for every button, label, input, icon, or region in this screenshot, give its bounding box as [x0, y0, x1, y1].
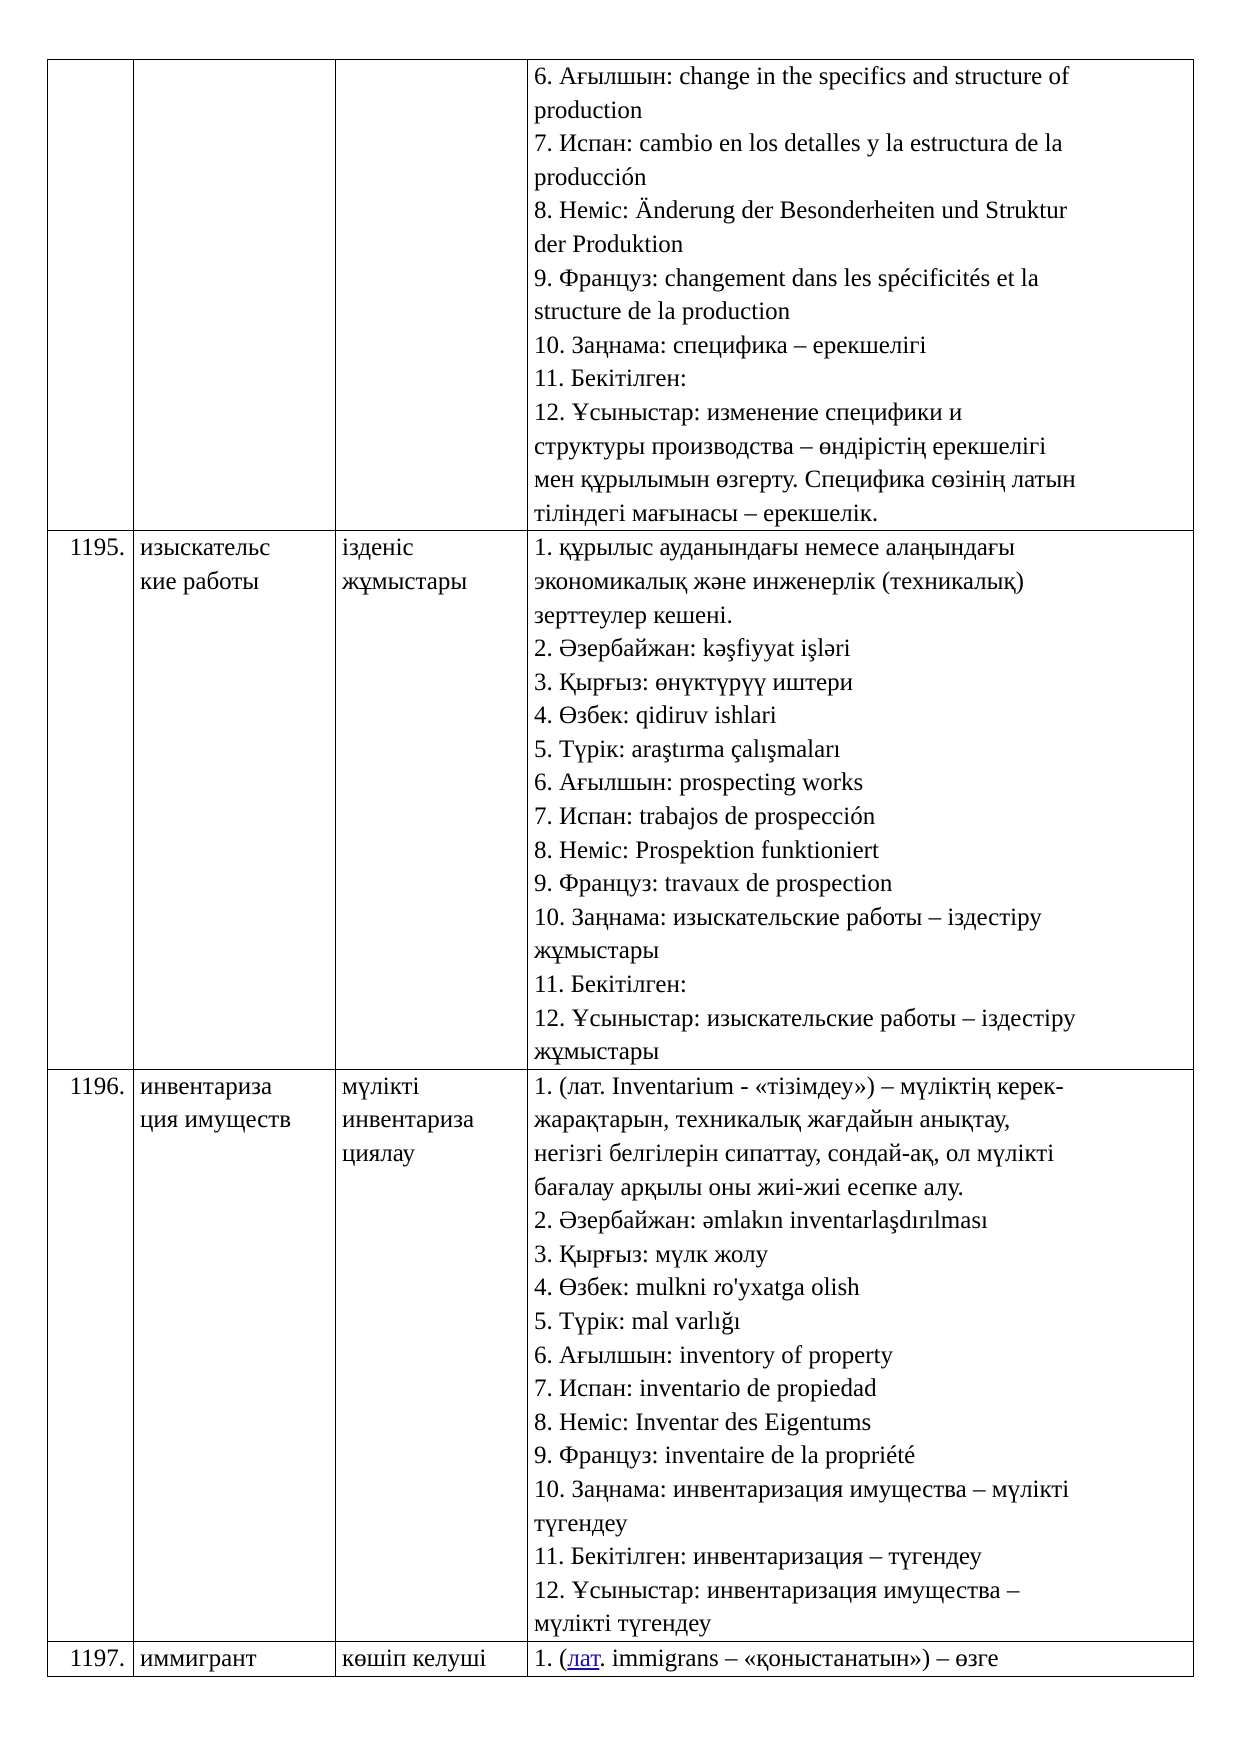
definition-line: негізгі белгілерін сипаттау, сондай-ақ, ол мүлікті — [534, 1140, 1055, 1167]
definition-line: 2. Әзербайжан: əmlakın inventarlaşdırılması — [534, 1207, 989, 1235]
term-kk-cell — [336, 531, 528, 1070]
table-row — [48, 1069, 1194, 1641]
definition-line: 1. (лат. Inventarium - «тізімдеу») – мүліктің керек- — [534, 1072, 1064, 1100]
definition-line: 2. Әзербайжан: kəşfiyyat işləri — [534, 635, 851, 663]
entry-number-cell — [48, 60, 134, 531]
definition-cell — [528, 1641, 1194, 1676]
definition-line: 12. Ұсыныстар: изменение специфики и — [534, 398, 963, 426]
definition-line: der Produktion — [534, 230, 684, 258]
definition-line: 1. құрылыс ауданындағы немесе алаңындағы — [534, 534, 1015, 562]
definition-line: 9. Француз: inventaire de la propriété — [534, 1442, 916, 1470]
definition-line — [534, 1642, 1187, 1676]
term-kk-cell — [336, 60, 528, 531]
term-ru-line: инвентариза — [140, 1072, 273, 1100]
term-ru-cell — [134, 1641, 336, 1676]
definition-line: тіліндегі мағынасы – ерекшелік. — [534, 499, 879, 527]
term-ru-line: кие работы — [140, 567, 260, 595]
definition-line: 5. Түрік: araştırma çalışmaları — [534, 735, 841, 763]
entry-number-cell: 1195. — [48, 531, 134, 1070]
definition-line: 12. Ұсыныстар: изыскательские работы – іздестіру — [534, 1004, 1076, 1032]
term-kk-line: көшіп келуші — [342, 1644, 487, 1672]
definition-cell — [528, 1069, 1194, 1641]
table-row — [48, 531, 1194, 1070]
definition-line: зерттеулер кешені. — [534, 601, 733, 629]
definition-line: 3. Қырғыз: мүлк жолу — [534, 1240, 769, 1268]
definition-line: мүлікті түгендеу — [534, 1610, 712, 1638]
definition-line: бағалау арқылы оны жиі-жиі есепке алу. — [534, 1173, 964, 1201]
table-row — [48, 60, 1194, 531]
term-kk-cell — [336, 1641, 528, 1676]
definition-line: структуры производства – өндірістің ерекшелігі — [534, 432, 1047, 460]
term-kk-line: мүлікті — [342, 1072, 420, 1100]
definition-line: экономикалық және инженерлік (техникалық) — [534, 567, 1024, 595]
term-kk-cell — [336, 1069, 528, 1641]
definition-line: 3. Қырғыз: өнүктүрүү иштери — [534, 668, 853, 696]
definition-line: жұмыстары — [534, 937, 660, 965]
definition-line: 11. Бекітілген: — [534, 971, 687, 999]
definition-line: 10. Заңнама: изыскательские работы – іздестіру — [534, 903, 1042, 931]
definition-line: 8. Неміс: Änderung der Besonderheiten und Struktur — [534, 197, 1068, 225]
definition-line: 6. Ағылшын: prospecting works — [534, 769, 864, 797]
definition-line: 10. Заңнама: специфика – ерекшелігі — [534, 331, 927, 359]
definition-line: 11. Бекітілген: инвентаризация – түгендеу — [534, 1543, 982, 1571]
definition-line: түгендеу — [534, 1509, 628, 1537]
definition-line: 4. Өзбек: mulkni ro'yxatga olish — [534, 1274, 860, 1302]
term-kk-line: циялау — [342, 1140, 416, 1167]
latin-link[interactable]: лат — [567, 1644, 600, 1672]
term-ru-line: иммигрант — [140, 1644, 257, 1672]
term-kk-line: ізденіс — [342, 534, 414, 562]
definition-prefix: 1. ( — [534, 1644, 568, 1672]
term-ru-line: изыскательс — [140, 534, 271, 562]
definition-line: 4. Өзбек: qidiruv ishlari — [534, 702, 777, 730]
definition-line: 10. Заңнама: инвентаризация имущества – мүлікті — [534, 1475, 1070, 1503]
definition-line: 5. Түрік: mal varlığı — [534, 1307, 741, 1335]
definition-line: 11. Бекітілген: — [534, 365, 687, 393]
definition-line: 8. Неміс: Prospektion funktioniert — [534, 836, 879, 864]
definition-line: structure de la production — [534, 298, 791, 326]
term-ru-cell — [134, 60, 336, 531]
definition-line: 7. Испан: cambio en los detalles y la estructura de la — [534, 130, 1063, 158]
definition-line: producción — [534, 163, 647, 191]
definition-line: 7. Испан: inventario de propiedad — [534, 1375, 877, 1403]
definition-line: production — [534, 96, 643, 124]
definition-line: 7. Испан: trabajos de prospección — [534, 803, 876, 831]
definition-line: жарақтарын, техникалық жағдайын анықтау, — [534, 1106, 1011, 1134]
definition-line: 8. Неміс: Inventar des Eigentums — [534, 1408, 872, 1436]
definition-cell — [528, 531, 1194, 1070]
definition-line: 12. Ұсыныстар: инвентаризация имущества – — [534, 1576, 1020, 1604]
term-ru-cell — [134, 1069, 336, 1641]
table-row — [48, 1641, 1194, 1676]
definition-cell — [528, 60, 1194, 531]
term-ru-line: ция имуществ — [140, 1106, 292, 1134]
definition-line: жұмыстары — [534, 1038, 660, 1066]
definition-line: 6. Ағылшын: inventory of property — [534, 1341, 894, 1369]
glossary-table — [47, 59, 1194, 1677]
term-kk-line: инвентариза — [342, 1106, 475, 1134]
definition-suffix: . immigrans – «қоныстанатын») – өзге — [599, 1644, 999, 1672]
term-ru-cell — [134, 531, 336, 1070]
entry-number-cell: 1196. — [48, 1069, 134, 1641]
definition-line: 9. Француз: changement dans les spécificités et la — [534, 264, 1039, 292]
term-kk-line: жұмыстары — [342, 567, 468, 595]
definition-line: 6. Ағылшын: change in the specifics and structure of — [534, 63, 1070, 90]
entry-number-cell: 1197. — [48, 1641, 134, 1676]
definition-line: 9. Француз: travaux de prospection — [534, 870, 893, 898]
definition-line: мен құрылымын өзгерту. Специфика сөзінің латын — [534, 466, 1076, 494]
